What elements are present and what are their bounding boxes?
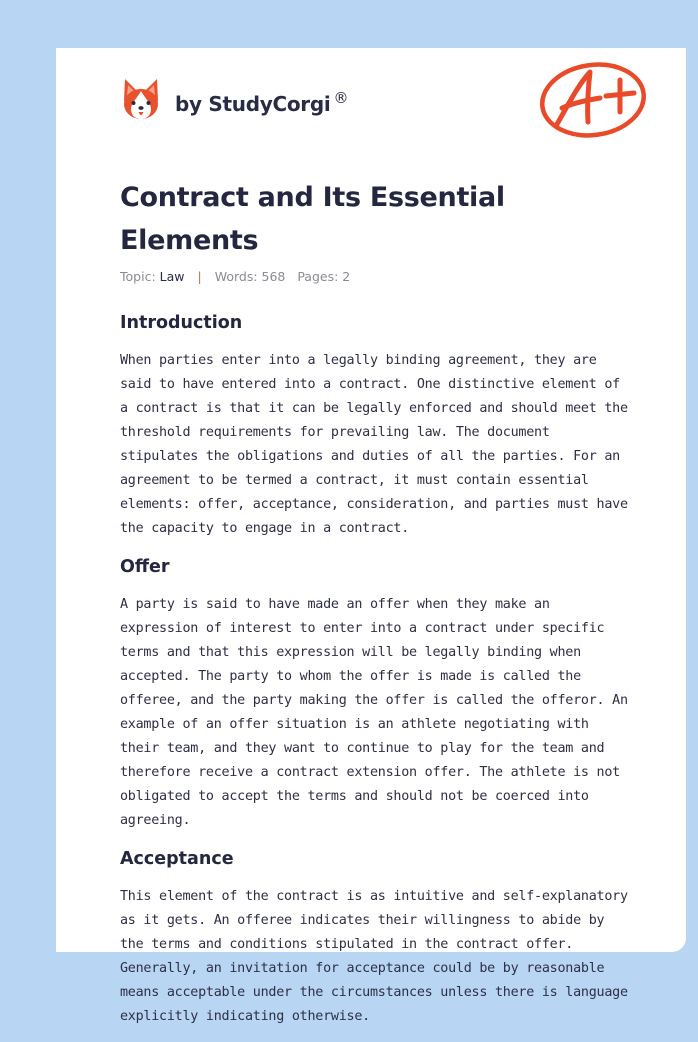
section-paragraph: When parties enter into a legally binding agreement, they are said to have entered into a contract. One distinctive element of a contract is that it can be legally enforced and should meet the threshold requirements for prevailing law. The document stipulates the obligations and duties of all the parties. For an agreement to be termed a contract, it must contain essential elements: offer, acceptance, consideration, and parties must have the capacity to engage in a contract. — [120, 353, 628, 536]
topic-link[interactable]: Law — [159, 269, 185, 284]
brand-logo[interactable] — [121, 77, 348, 121]
section-introduction — [120, 310, 630, 541]
document-page — [56, 48, 686, 1024]
pages-label: Pages: — [297, 269, 339, 284]
brand-name-text: by StudyCorgi — [175, 91, 331, 116]
section-offer — [120, 554, 630, 833]
topic-label: Topic: — [120, 269, 156, 284]
document-title: Contract and Its Essential Elements — [120, 182, 505, 256]
document-meta — [120, 269, 350, 284]
pages-value: 2 — [342, 269, 351, 284]
section-heading: Introduction — [120, 313, 243, 333]
meta-separator: | — [197, 269, 202, 284]
words-value: 568 — [261, 269, 286, 284]
grade-a-plus-icon — [538, 60, 648, 140]
section-acceptance — [120, 846, 630, 1029]
section-paragraph: This element of the contract is as intuitive and self-explanatory as it gets. An offeree indicates their willingness to abide by the terms and conditions stipulated in the contract offer. Generally, an invitation for acceptance could be by reasonable means acceptable under the circumstances unless there is language explicitly indicating otherwise. — [120, 889, 628, 1024]
section-heading: Acceptance — [120, 849, 234, 869]
words-label: Words: — [214, 269, 258, 284]
section-paragraph: A party is said to have made an offer when they make an expression of interest to enter into a contract under specific terms and that this expression will be legally binding when accepted. The party to whom the offer is made is called the offeree, and the party making the offer is called the offeror. An example of an offer situation is an athlete negotiating with their team, and they want to continue to play for the team and therefore receive a contract extension offer. The athlete is not obligated to accept the terms and should not be coerced into agreeing. — [120, 597, 628, 828]
document-body — [120, 310, 630, 1042]
section-heading: Offer — [120, 557, 170, 577]
brand-name — [175, 89, 348, 116]
corgi-logo-icon — [121, 77, 161, 121]
registered-mark: ® — [333, 88, 349, 107]
